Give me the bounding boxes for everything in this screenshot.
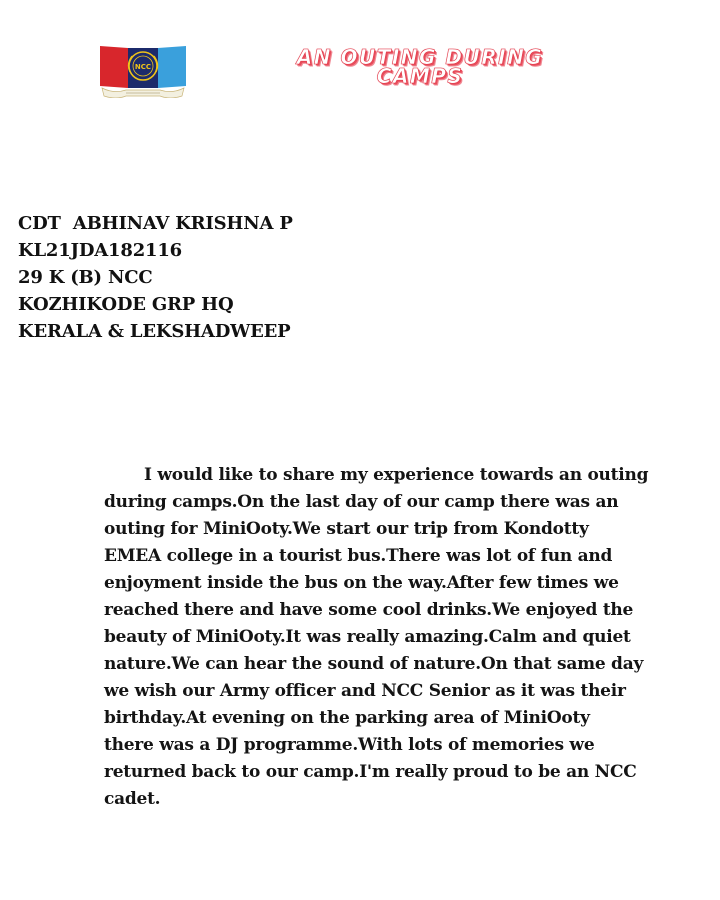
cadet-group-hq: KOZHIKODE GRP HQ: [18, 294, 234, 315]
cadet-unit: 29 K (B) NCC: [18, 267, 153, 288]
title-line-1: AN OUTING DURING: [296, 45, 544, 69]
essay-line: enjoyment inside the bus on the way.After few times we: [104, 573, 619, 593]
essay-line: during camps.On the last day of our camp there was an: [104, 492, 619, 512]
logo-emblem-text: NCC: [134, 63, 152, 71]
essay-line: outing for MiniOoty.We start our trip from Kondotty: [104, 519, 589, 539]
essay-line: beauty of MiniOoty.It was really amazing.Calm and quiet: [104, 627, 631, 647]
cadet-directorate: KERALA & LEKSHADWEEP: [18, 321, 291, 342]
cadet-name: CDT ABHINAV KRISHNA P: [18, 213, 293, 234]
cadet-number: KL21JDA182116: [18, 240, 182, 261]
essay-line: nature.We can hear the sound of nature.On that same day: [104, 654, 644, 674]
essay-line: we wish our Army officer and NCC Senior as it was their: [104, 681, 626, 701]
ncc-logo: [96, 42, 190, 98]
cadet-details: [18, 210, 293, 345]
essay-line: there was a DJ programme.With lots of memories we: [104, 735, 595, 755]
essay-line: EMEA college in a tourist bus.There was lot of fun and: [104, 546, 613, 566]
essay-line: I would like to share my experience towards an outing: [144, 465, 649, 485]
essay-body: [104, 462, 694, 813]
essay-line: returned back to our camp.I'm really proud to be an NCC: [104, 762, 637, 782]
essay-line: cadet.: [104, 789, 161, 809]
page-title: [200, 45, 640, 88]
title-line-2: CAMPS: [376, 64, 464, 88]
essay-line: birthday.At evening on the parking area of MiniOoty: [104, 708, 590, 728]
essay-line: reached there and have some cool drinks.We enjoyed the: [104, 600, 634, 620]
